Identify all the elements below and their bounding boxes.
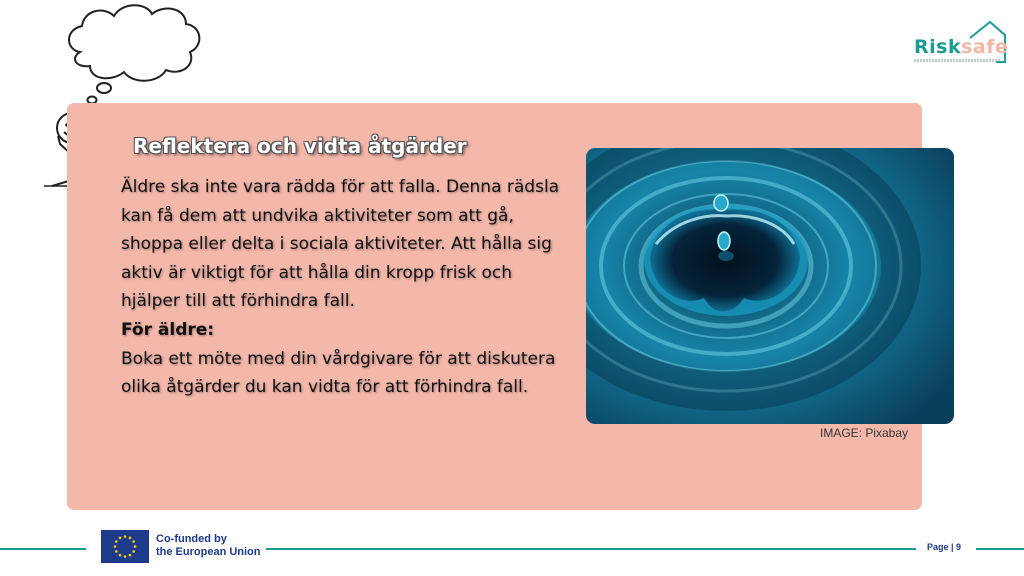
footer-line-right <box>976 548 1024 550</box>
eu-star <box>124 555 127 558</box>
logo-text-risk: Risk <box>914 36 962 58</box>
body-paragraph: Äldre ska inte vara rädda för att falla. Denna rädsla kan få dem att undvika aktiviteter som att gå, shoppa eller delta i sociala aktiviteter. Att hålla sig aktiv är viktigt för att hålla din kropp frisk och hjälper till att förhindra fall. <box>121 177 560 312</box>
page-number: Page | 9 <box>927 542 962 552</box>
image-credit: IMAGE: Pixabay <box>820 426 909 440</box>
slide-title: Reflektera och vidta åtgärder <box>133 134 467 158</box>
eu-star <box>134 545 137 548</box>
eu-star <box>115 540 118 543</box>
logo-text-safe: safe <box>961 36 1009 58</box>
eu-star <box>129 537 132 540</box>
eu-star <box>132 550 135 553</box>
subheading: För äldre: <box>121 319 215 340</box>
eu-cofunded-text <box>156 533 261 559</box>
advice-paragraph: Boka ett möte med din vårdgivare för att diskutera olika åtgärder du kan vidta för att förhindra fall. <box>121 348 556 398</box>
logo-tagline <box>914 59 1000 62</box>
risksafe-logo <box>908 18 1008 70</box>
eu-text-line2: the European Union <box>156 546 261 558</box>
footer-line-left <box>0 548 86 550</box>
eu-star <box>124 535 127 538</box>
eu-star <box>132 540 135 543</box>
footer-line-middle <box>266 548 916 550</box>
eu-star <box>119 537 122 540</box>
logo-text <box>914 36 1008 58</box>
eu-flag-icon <box>101 530 149 563</box>
water-drop-photo <box>586 148 954 424</box>
eu-star <box>115 550 118 553</box>
eu-star <box>114 545 117 548</box>
eu-star <box>119 554 122 557</box>
slide-body <box>121 173 571 402</box>
eu-star <box>129 554 132 557</box>
eu-text-line1: Co-funded by <box>156 533 227 545</box>
